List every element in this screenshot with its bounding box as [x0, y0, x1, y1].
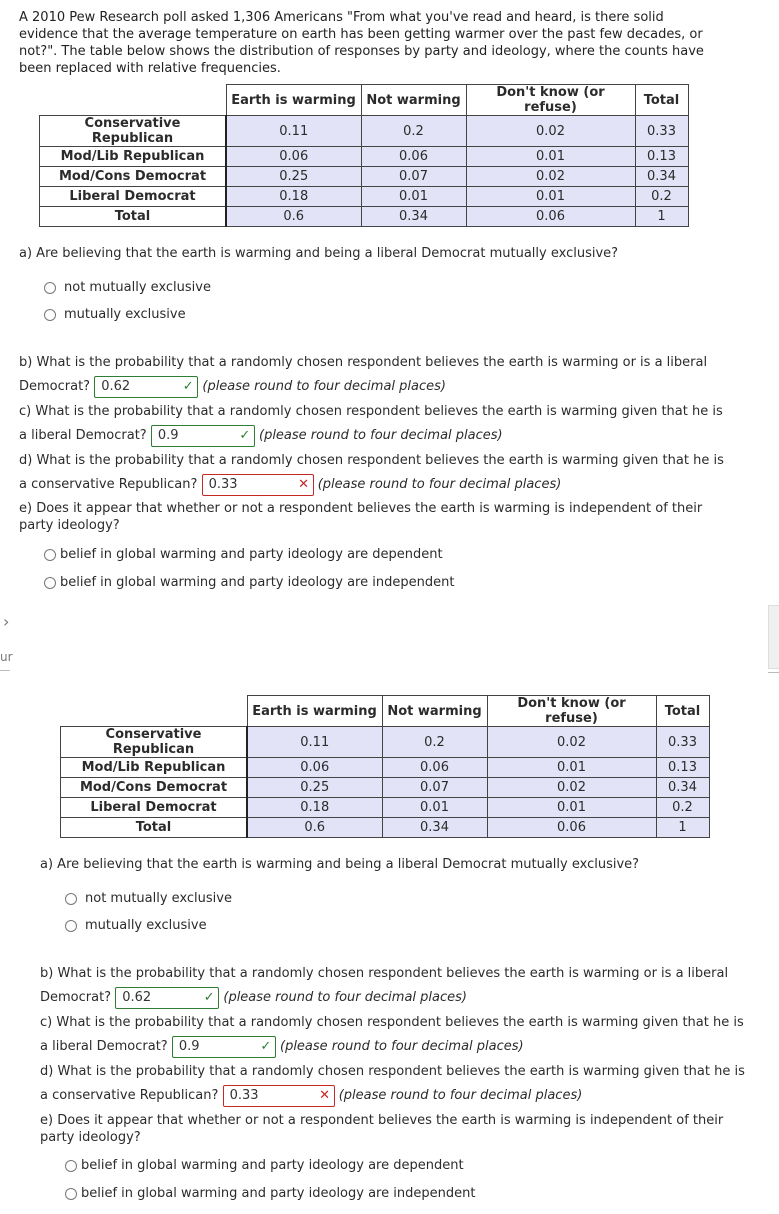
radio-circle[interactable] — [44, 577, 56, 589]
row-header: Mod/Lib Republican — [61, 758, 248, 778]
question-c-text: c) What is the probability that a randomly chosen respondent believes the earth is warming given that he is — [40, 1015, 744, 1030]
row-header: Liberal Democrat — [61, 798, 248, 818]
table-cell: 0.34 — [382, 818, 487, 838]
table-cell: 0.2 — [361, 116, 466, 147]
radio-label: belief in global warming and party ideology are dependent — [81, 1158, 464, 1173]
col-header: Not warming — [382, 696, 487, 727]
table-cell: 0.11 — [247, 727, 382, 758]
question-c-text-2: a liberal Democrat? — [40, 1039, 168, 1054]
row-header: Mod/Cons Democrat — [40, 167, 227, 187]
table-cell: 0.06 — [382, 758, 487, 778]
question-d-text: d) What is the probability that a randomly chosen respondent believes the earth is warming given that he is — [40, 1064, 745, 1079]
table-row — [40, 147, 689, 167]
divider — [0, 670, 10, 671]
radio-circle[interactable] — [44, 282, 56, 294]
radio-label: not mutually exclusive — [85, 891, 232, 906]
table-cell: 0.06 — [226, 147, 361, 167]
radio-label: not mutually exclusive — [64, 280, 211, 295]
table-cell: 0.13 — [635, 147, 688, 167]
table-cell: 0.33 — [656, 727, 709, 758]
table-cell: 0.02 — [466, 167, 635, 187]
table-cell: 0.01 — [466, 147, 635, 167]
answer-field[interactable] — [151, 425, 255, 447]
table-row-total — [40, 207, 689, 227]
cross-icon: ✕ — [298, 476, 310, 492]
round-hint: (please round to four decimal places) — [259, 428, 503, 443]
table-cell: 0.33 — [635, 116, 688, 147]
table-cell: 0.01 — [487, 798, 656, 818]
question-b-text: b) What is the probability that a randomly chosen respondent believes the earth is warming or is a liberal — [40, 966, 729, 981]
round-hint: (please round to four decimal places) — [223, 990, 467, 1005]
radio-circle[interactable] — [65, 920, 77, 932]
row-header: Mod/Lib Republican — [40, 147, 227, 167]
radio-label: belief in global warming and party ideology are independent — [60, 575, 455, 590]
sidebar-fragment: ur — [0, 650, 13, 664]
radio-circle[interactable] — [65, 1188, 77, 1200]
table-cell: 0.11 — [226, 116, 361, 147]
question-b — [19, 351, 759, 399]
frequency-table — [39, 84, 689, 227]
round-hint: (please round to four decimal places) — [280, 1039, 524, 1054]
table-cell: 0.6 — [226, 207, 361, 227]
table-row — [61, 798, 710, 818]
check-icon: ✓ — [182, 378, 194, 394]
table-cell: 1 — [635, 207, 688, 227]
table-cell: 0.07 — [382, 778, 487, 798]
radio-label: belief in global warming and party ideology are independent — [81, 1186, 476, 1201]
chevron-right-icon[interactable]: › — [3, 612, 10, 631]
table-cell: 0.02 — [487, 727, 656, 758]
table-cell: 0.06 — [466, 207, 635, 227]
divider — [768, 672, 779, 673]
check-icon: ✓ — [203, 989, 215, 1005]
question-e: e) Does it appear that whether or not a respondent believes the earth is warming is independent of their party ideology? — [19, 501, 703, 533]
question-c — [40, 1011, 770, 1059]
answer-field[interactable] — [94, 376, 198, 398]
table-row — [61, 778, 710, 798]
table-cell: 0.2 — [635, 187, 688, 207]
round-hint: (please round to four decimal places) — [338, 1088, 583, 1103]
question-d — [40, 1060, 770, 1108]
answer-field[interactable] — [202, 474, 314, 496]
table-cell: 0.25 — [226, 167, 361, 187]
answer-field[interactable] — [223, 1085, 335, 1107]
table-cell: 0.01 — [361, 187, 466, 207]
table-row — [61, 758, 710, 778]
table-cell: 1 — [656, 818, 709, 838]
row-header: Mod/Cons Democrat — [61, 778, 248, 798]
table-cell: 0.2 — [656, 798, 709, 818]
table-cell: 0.25 — [247, 778, 382, 798]
radio-circle[interactable] — [65, 893, 77, 905]
radio-option[interactable] — [44, 575, 454, 590]
question-b-text-2: Democrat? — [40, 990, 112, 1005]
radio-option[interactable] — [65, 1186, 475, 1201]
frequency-table — [60, 695, 710, 838]
table-cell: 0.01 — [382, 798, 487, 818]
question-b-text: b) What is the probability that a randomly chosen respondent believes the earth is warming or is a liberal — [19, 355, 708, 370]
row-header: Liberal Democrat — [40, 187, 227, 207]
table-cell: 0.01 — [487, 758, 656, 778]
row-header: Conservative Republican — [61, 727, 248, 758]
radio-option[interactable] — [65, 918, 207, 933]
table-cell: 0.01 — [466, 187, 635, 207]
question-d — [19, 449, 759, 497]
table-cell: 0.34 — [361, 207, 466, 227]
table-row — [40, 116, 689, 147]
question-b-text-2: Democrat? — [19, 379, 91, 394]
question-a: a) Are believing that the earth is warming and being a liberal Democrat mutually exclusive? — [40, 857, 640, 872]
round-hint: (please round to four decimal places) — [202, 379, 446, 394]
radio-circle[interactable] — [65, 1160, 77, 1172]
radio-circle[interactable] — [44, 309, 56, 321]
table-cell: 0.34 — [656, 778, 709, 798]
answer-value[interactable]: 0.33 — [229, 1087, 259, 1103]
table-cell: 0.06 — [361, 147, 466, 167]
round-hint: (please round to four decimal places) — [317, 477, 562, 492]
radio-circle[interactable] — [44, 549, 56, 561]
question-a: a) Are believing that the earth is warming and being a liberal Democrat mutually exclusive? — [19, 246, 619, 261]
row-header: Conservative Republican — [40, 116, 227, 147]
question-d-text-2: a conservative Republican? — [19, 477, 198, 492]
table-corner — [40, 85, 227, 116]
table-cell: 0.13 — [656, 758, 709, 778]
table-row-total — [61, 818, 710, 838]
check-icon: ✓ — [239, 427, 251, 443]
answer-field[interactable] — [172, 1036, 276, 1058]
table-cell: 0.02 — [487, 778, 656, 798]
radio-option[interactable] — [44, 280, 211, 295]
question-c-text-2: a liberal Democrat? — [19, 428, 147, 443]
radio-option[interactable] — [65, 1158, 464, 1173]
radio-option[interactable] — [44, 307, 186, 322]
col-header: Earth is warming — [226, 85, 361, 116]
table-row — [40, 187, 689, 207]
table-cell: 0.2 — [382, 727, 487, 758]
answer-value[interactable]: 0.62 — [122, 989, 152, 1005]
answer-value[interactable]: 0.62 — [101, 378, 131, 394]
table-corner — [61, 696, 248, 727]
table-cell: 0.18 — [247, 798, 382, 818]
question-d-text-2: a conservative Republican? — [40, 1088, 219, 1103]
radio-label: mutually exclusive — [85, 918, 207, 933]
side-panel-tab[interactable] — [768, 605, 779, 669]
question-e: e) Does it appear that whether or not a respondent believes the earth is warming is independent of their party ideology? — [40, 1113, 724, 1145]
answer-field[interactable] — [115, 987, 219, 1009]
radio-option[interactable] — [65, 891, 232, 906]
problem-intro: A 2010 Pew Research poll asked 1,306 Americans "From what you've read and heard, is there solid evidence that the average temperature on earth has been getting warmer over the past few decades, or not?". The table below shows the distribution of responses by party and ideology, where the counts have been replaced with relative frequencies. — [19, 10, 704, 76]
answer-value[interactable]: 0.9 — [178, 1038, 200, 1054]
radio-label: mutually exclusive — [64, 307, 186, 322]
question-b — [40, 962, 770, 1010]
question-c — [19, 400, 759, 448]
question-d-text: d) What is the probability that a randomly chosen respondent believes the earth is warming given that he is — [19, 453, 724, 468]
table-cell: 0.6 — [247, 818, 382, 838]
table-cell: 0.06 — [247, 758, 382, 778]
table-cell: 0.34 — [635, 167, 688, 187]
table-row — [40, 167, 689, 187]
col-header: Not warming — [361, 85, 466, 116]
answer-value[interactable]: 0.33 — [208, 476, 238, 492]
table-cell: 0.06 — [487, 818, 656, 838]
table-cell: 0.02 — [466, 116, 635, 147]
col-header: Earth is warming — [247, 696, 382, 727]
col-header: Total — [656, 696, 709, 727]
radio-option[interactable] — [44, 547, 443, 562]
cross-icon: ✕ — [319, 1087, 331, 1103]
answer-value[interactable]: 0.9 — [157, 427, 179, 443]
row-header: Total — [40, 207, 227, 227]
row-header: Total — [61, 818, 248, 838]
table-cell: 0.18 — [226, 187, 361, 207]
check-icon: ✓ — [260, 1038, 272, 1054]
table-cell: 0.07 — [361, 167, 466, 187]
col-header: Total — [635, 85, 688, 116]
table-row — [61, 727, 710, 758]
col-header: Don't know (or refuse) — [466, 85, 635, 116]
radio-label: belief in global warming and party ideology are dependent — [60, 547, 443, 562]
col-header: Don't know (or refuse) — [487, 696, 656, 727]
question-c-text: c) What is the probability that a randomly chosen respondent believes the earth is warming given that he is — [19, 404, 723, 419]
